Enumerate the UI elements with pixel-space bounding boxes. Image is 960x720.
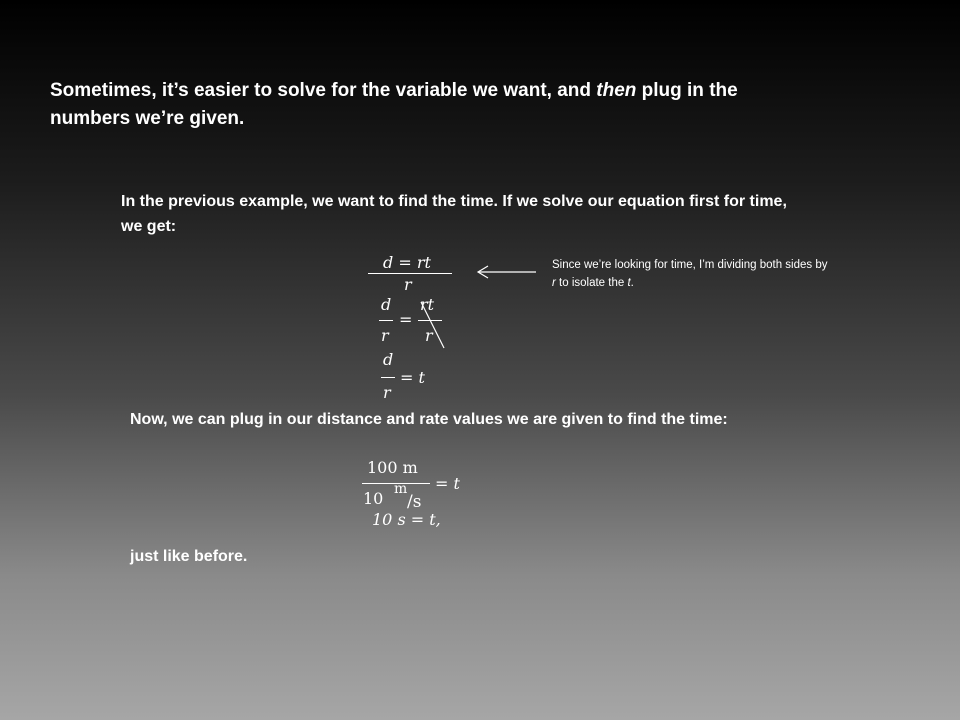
slide-heading (50, 77, 790, 133)
cancel-slash-icon (418, 300, 448, 350)
eq3-denominator: 𝑟 (383, 383, 391, 402)
plug-in-paragraph: Now, we can plug in our distance and rate values we are given to find the time: (130, 411, 728, 428)
eq2-right-denominator: 𝑟 (425, 326, 433, 345)
eq2-equals: = (399, 310, 413, 329)
eq2-left-denominator: 𝑟 (381, 326, 389, 345)
eq5-result: 10 s = 𝑡, (372, 510, 441, 529)
arrow-left-icon (476, 264, 538, 280)
eq4-rhs: = 𝑡 (435, 474, 460, 493)
eq1-numerator: 𝑑 = 𝑟𝑡 (383, 253, 431, 272)
heading-emphasis: then (596, 80, 637, 101)
eq3-rhs: = 𝑡 (400, 368, 425, 387)
eq3-numerator: 𝑑 (383, 350, 394, 369)
eq4-denominator-value: 10 (363, 489, 384, 508)
heading-text-start: Sometimes, it’s easier to solve for the variable we want, and (50, 80, 597, 101)
eq4-denominator-unit-top: m (394, 481, 408, 497)
heading-text-end: plug in the numbers we’re given. (50, 80, 738, 129)
eq4-numerator: 100 m (367, 458, 418, 477)
eq2-left-numerator: 𝑑 (381, 295, 392, 314)
eq4-denominator-unit-bottom: /s (407, 492, 422, 512)
side-note: Since we’re looking for time, I’m dividing both sides by r to isolate the t. (552, 259, 828, 289)
intro-paragraph: In the previous example, we want to find the time. If we solve our equation first for time, we get: (121, 193, 787, 235)
eq3-bar (381, 377, 395, 378)
eq1-denominator: 𝑟 (404, 275, 412, 294)
closing-text: just like before. (130, 548, 248, 565)
eq1-fraction-bar (368, 273, 452, 274)
eq2-left-bar (379, 320, 393, 321)
eq2-right-numerator: 𝑟𝑡 (420, 295, 435, 314)
